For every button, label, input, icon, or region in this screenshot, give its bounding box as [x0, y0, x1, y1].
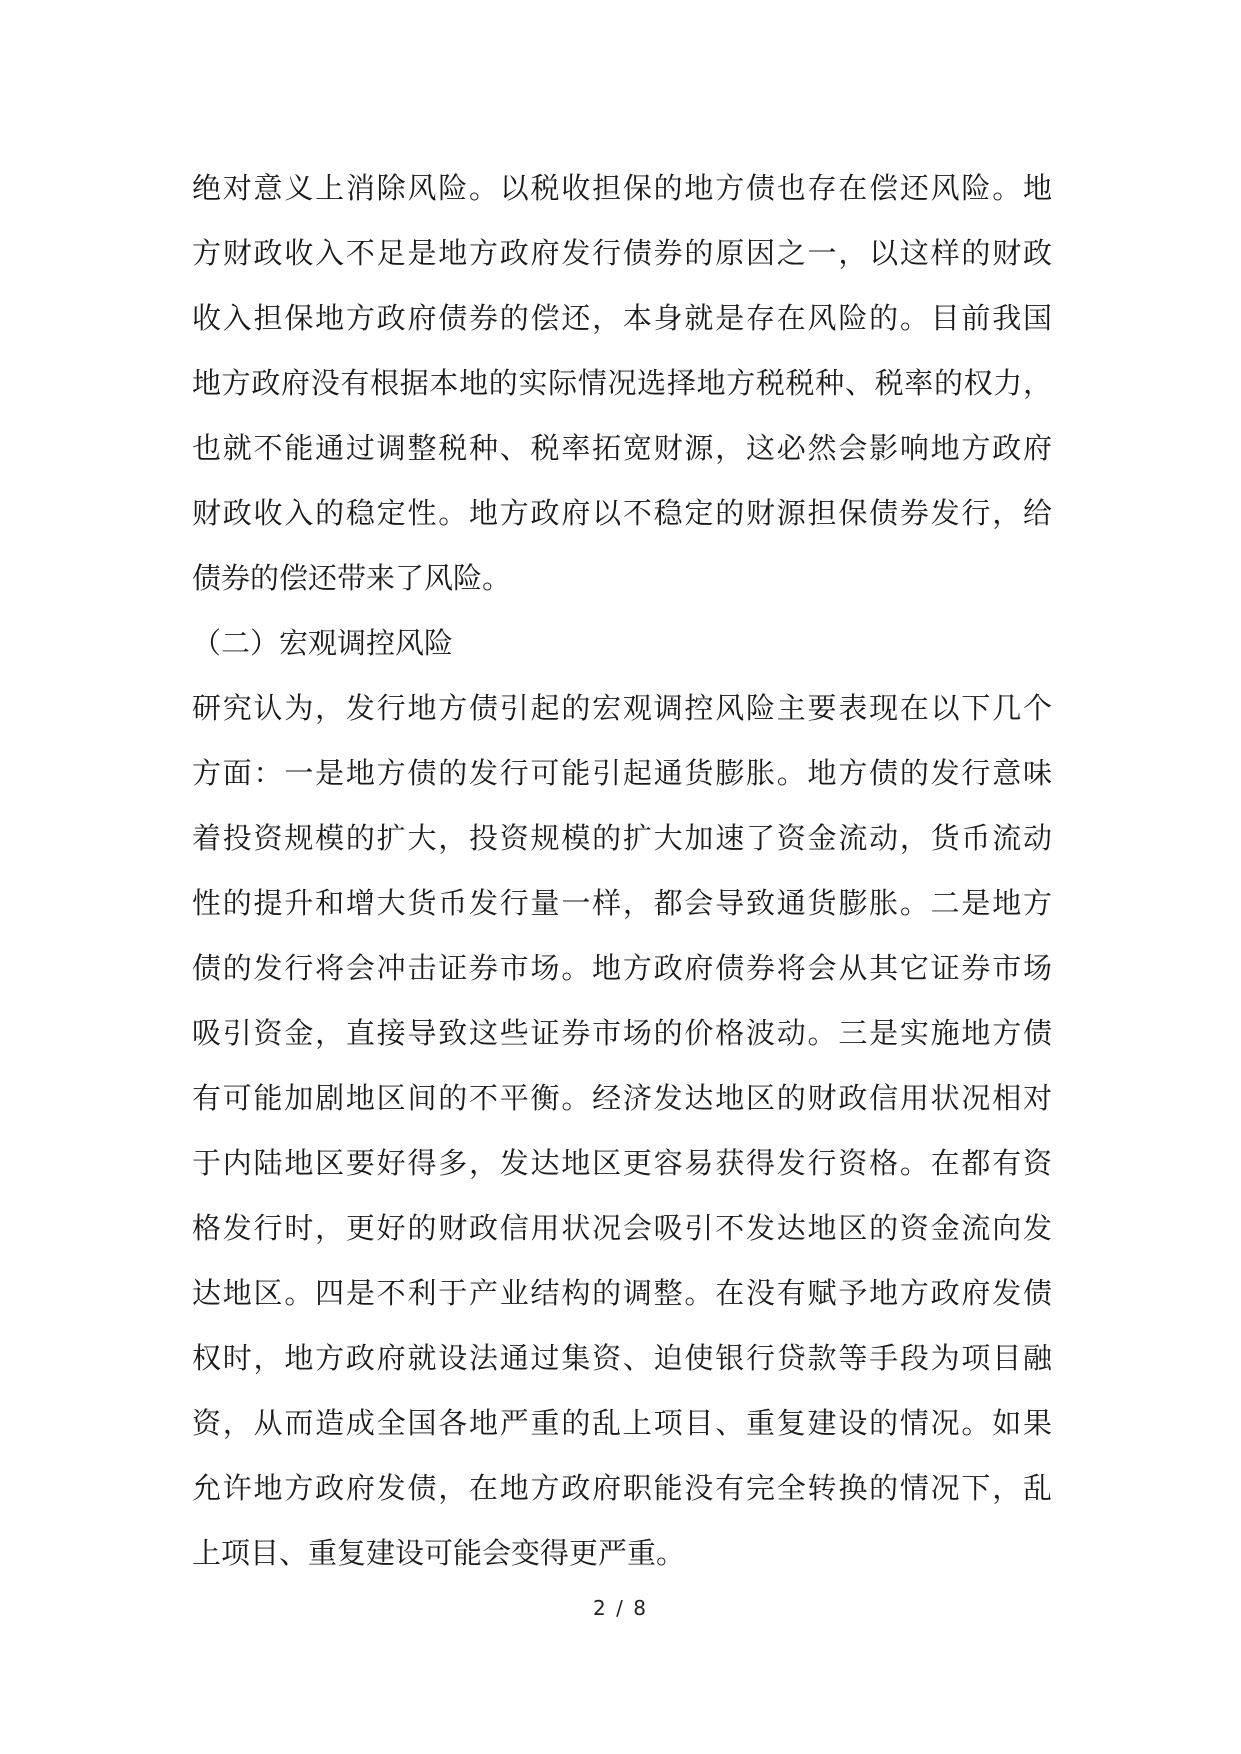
text-line: 允许地方政府发债，在地方政府职能没有完全转换的情况下，乱	[192, 1471, 1052, 1505]
text-line: 格发行时，更好的财政信用状况会吸引不发达地区的资金流向发	[192, 1211, 1052, 1245]
text-line: 债券的偿还带来了风险。	[192, 561, 512, 595]
text-line: 债的发行将会冲击证券市场。地方政府债券将会从其它证券市场	[192, 951, 1052, 985]
document-body	[192, 156, 1052, 1586]
text-line: 着投资规模的扩大，投资规模的扩大加速了资金流动，货币流动	[192, 821, 1052, 855]
text-line: 上项目、重复建设可能会变得更严重。	[192, 1536, 686, 1570]
text-line: 性的提升和增大货币发行量一样，都会导致通货膨胀。二是地方	[192, 886, 1052, 920]
text-line: 达地区。四是不利于产业结构的调整。在没有赋予地方政府发债	[192, 1276, 1052, 1310]
text-line: 吸引资金，直接导致这些证券市场的价格波动。三是实施地方债	[192, 1016, 1052, 1050]
text-line: 财政收入的稳定性。地方政府以不稳定的财源担保债券发行，给	[192, 496, 1052, 530]
text-line: 有可能加剧地区间的不平衡。经济发达地区的财政信用状况相对	[192, 1081, 1052, 1115]
section-heading: （二）宏观调控风险	[192, 626, 454, 660]
text-line: 也就不能通过调整税种、税率拓宽财源，这必然会影响地方政府	[192, 431, 1052, 465]
text-line: 地方政府没有根据本地的实际情况选择地方税税种、税率的权力，	[192, 366, 1052, 400]
text-line: 绝对意义上消除风险。以税收担保的地方债也存在偿还风险。地	[192, 171, 1052, 205]
page-number: 2 / 8	[593, 1596, 648, 1620]
text-line: 于内陆地区要好得多，发达地区更容易获得发行资格。在都有资	[192, 1146, 1052, 1180]
text-line: 收入担保地方政府债券的偿还，本身就是存在风险的。目前我国	[192, 301, 1052, 335]
text-line: 研究认为，发行地方债引起的宏观调控风险主要表现在以下几个	[192, 691, 1052, 725]
paragraph-1	[192, 156, 1052, 611]
text-line: 资，从而造成全国各地严重的乱上项目、重复建设的情况。如果	[192, 1406, 1052, 1440]
text-line: 权时，地方政府就设法通过集资、迫使银行贷款等手段为项目融	[192, 1341, 1052, 1375]
text-line: 方面：一是地方债的发行可能引起通货膨胀。地方债的发行意味	[192, 756, 1052, 790]
paragraph-2	[192, 676, 1052, 1586]
text-line: 方财政收入不足是地方政府发行债券的原因之一，以这样的财政	[192, 236, 1052, 270]
